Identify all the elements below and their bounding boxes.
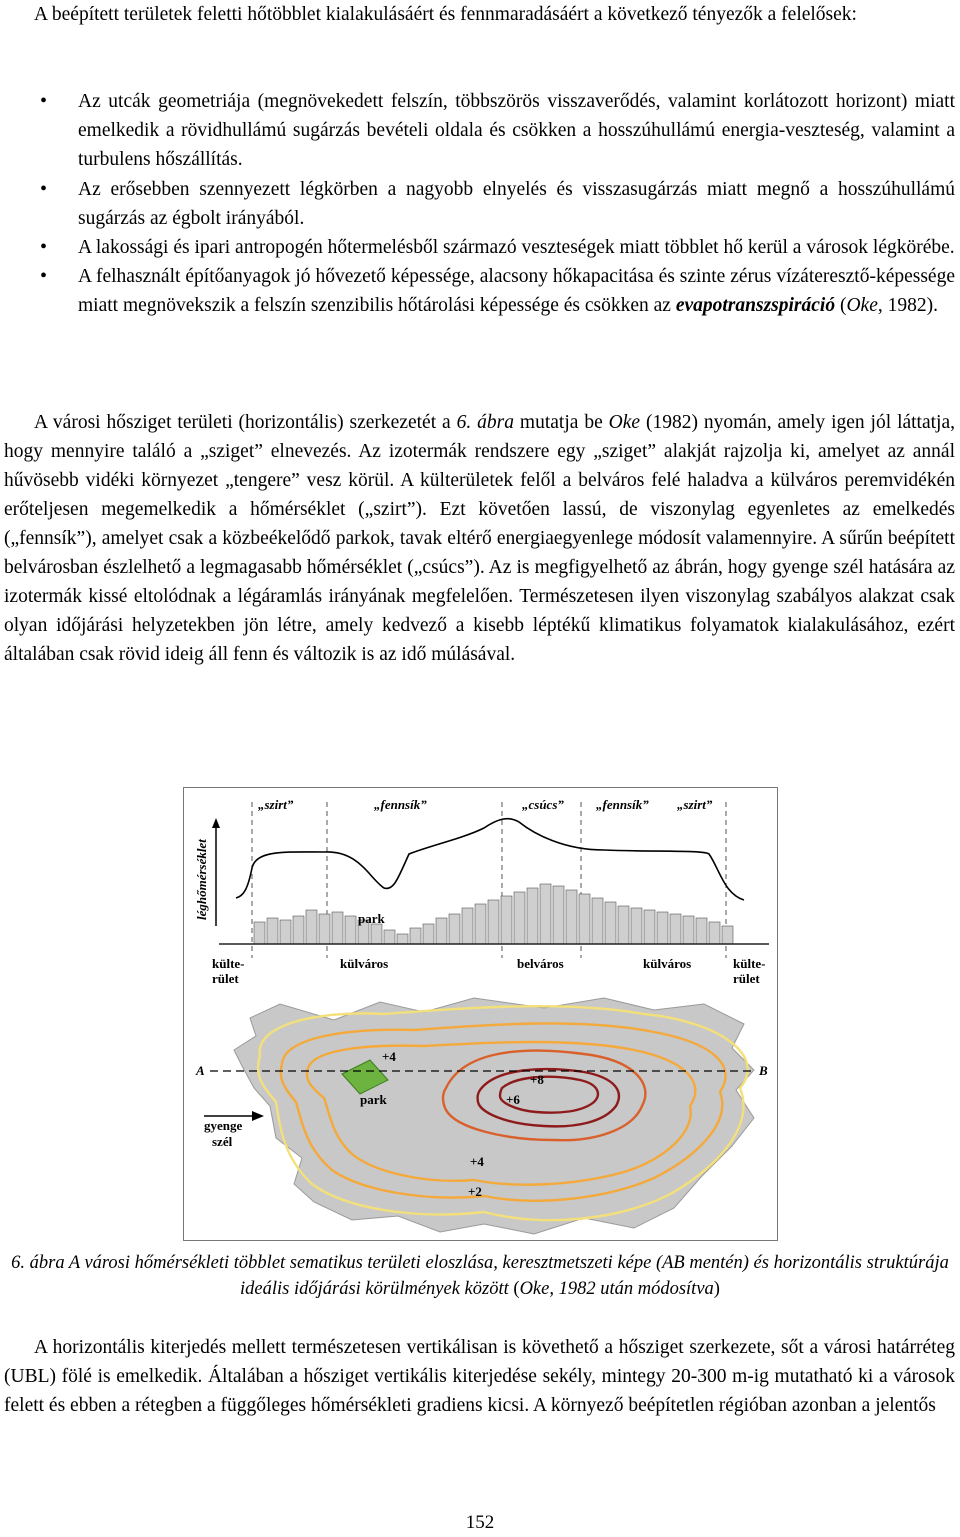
- wind-label-1: gyenge: [204, 1118, 243, 1133]
- profile-bar: [280, 920, 291, 944]
- caption-paren-close: ): [713, 1279, 720, 1299]
- caption-number: 6. ábra: [11, 1253, 65, 1273]
- point-b-label: B: [759, 1063, 768, 1078]
- caption-reference: Oke, 1982 után módosítva: [519, 1279, 714, 1299]
- heat-island-paragraph: [4, 408, 955, 669]
- zone-kulvaros-right: külváros: [643, 956, 692, 971]
- author-ref: Oke: [846, 295, 878, 317]
- profile-bar: [501, 896, 512, 944]
- isotherm-label-plus6: +6: [506, 1092, 520, 1107]
- zone-belvaros: belváros: [517, 956, 564, 971]
- profile-bar: [475, 904, 486, 944]
- caption-text: A városi hőmérsékleti többlet sematikus területi eloszlása, keresztmetszeti képe (AB mentén) és horizontális struktúrája ideális időjárási körülmények között: [64, 1253, 949, 1299]
- text-run: (1982) nyomán, amely igen jól láttatja, hogy mennyire találó a „sziget” elnevezés. Az izotermák rendszere egy „sziget” alakját rajzolja ki, amelyet az annál hűvösebb vidéki környezet „tengere” vesz körül. A külterületek felől a belváros felé haladva a külváros peremvidékén erőteljesen megemelkedik a hőmérséklet („szirt”). Ezt követően lassú, de viszonylag egyenletes az emelkedés („fennsík”), amelyet csak a közbeékelődő parkok, tavak eltérő energiaegyenlege módosít valamennyire. A sűrűn beépített belvárosban észlelhető a legmagasabb hőmérséklet („csúcs”). Az is megfigyelhető az ábrán, hogy gyenge szél hatására az izotermák kissé eltolódnak a légáramlás irányának megfelelően. Természetesen ilyen viszonylag szabályos alakzat csak olyan időjárási helyzetekben jön létre, amely kedvező a kisebb léptékű klimatikus folyamatok kialakulásához, ezért általában csak rövid ideig áll fenn és változik is az idő múlásával.: [4, 412, 955, 665]
- profile-bar: [423, 924, 434, 944]
- profile-bar: [384, 930, 395, 944]
- list-item: • Az utcák geometriája (megnövekedett felszín, többszörös visszaverődés, valamint korlátozott horizont) miatt emelkedik a rövidhullámú sugárzás bevételi oldala és csökken a hosszúhullámú energia-veszteség, valamint a turbulens hőszállítás.: [4, 87, 955, 175]
- text-run: mutatja be: [514, 412, 609, 433]
- isotherm-label-plus8: +8: [530, 1072, 544, 1087]
- profile-bar: [553, 886, 564, 944]
- list-item: [4, 262, 955, 320]
- text-run: A felhasznált építőanyagok jó hővezető képessége, alacsony hőkapacitása és szinte zérus vízáteresztő-képessége miatt megnövekszik a felszín szenzibilis hőtárolási képessége és csökken az: [78, 266, 955, 317]
- label-csucs: „csúcs”: [522, 797, 564, 812]
- isotherm-label-plus2: +2: [468, 1184, 482, 1199]
- vertical-extent-paragraph: A horizontális kiterjedés mellett természetesen vertikálisan is követhető a hősziget szerkezete, sőt a városi határréteg (UBL) fölé is emelkedik. Általában a hősziget vertikális kiterjedése sekély, mintegy 20-300 m-ig mutatható ki a városok felett és ebben a rétegben a függőleges hőmérsékleti gradiens kicsi. A környező beépítetlen régióban azonban a jelentős: [4, 1337, 955, 1416]
- profile-bar: [254, 922, 265, 944]
- profile-bar: [631, 908, 642, 944]
- temperature-profile-curve: [236, 819, 744, 900]
- profile-bar: [696, 918, 707, 944]
- list-item: • A lakossági és ipari antropogén hőtermelésből származó veszteségek miatt többlet hő kerül a városok légkörébe.: [4, 233, 955, 262]
- caption-paren-open: (: [513, 1279, 520, 1299]
- profile-bar: [618, 906, 629, 944]
- zone-kulvaros-left: külváros: [340, 956, 389, 971]
- isotherm-label-plus4-park: +4: [382, 1049, 396, 1064]
- wind-arrow-icon: [252, 1111, 264, 1121]
- label-fennsik-right: „fennsík”: [596, 797, 649, 812]
- intro-paragraph: A beépített területek feletti hőtöbblet kialakulásáért és fennmaradásáért a következő tényezők a felelősek:: [34, 4, 857, 25]
- profile-bar: [488, 900, 499, 944]
- profile-bar: [345, 916, 356, 944]
- label-szirt-right: „szirt”: [677, 797, 713, 812]
- profile-bar: [722, 926, 733, 944]
- figure-svg: [184, 788, 777, 1240]
- profile-bar: [410, 928, 421, 944]
- map-park-label: park: [360, 1092, 387, 1107]
- profile-bar: [579, 894, 590, 944]
- figure-caption: [0, 1250, 960, 1302]
- profile-bar: [371, 924, 382, 944]
- text-run: A városi hősziget területi (horizontális) szerkezetét a: [34, 412, 457, 433]
- y-axis-label: léghőmérséklet: [194, 839, 209, 920]
- profile-bar: [436, 918, 447, 944]
- profile-bar: [644, 910, 655, 944]
- term-evapotranspiration: evapotranszspiráció: [675, 295, 836, 317]
- profile-bar: [683, 916, 694, 944]
- author-ref: Oke: [608, 412, 641, 433]
- profile-park-label: park: [358, 911, 385, 926]
- profile-bar: [332, 912, 343, 944]
- profile-bar: [592, 898, 603, 944]
- profile-bar: [306, 910, 317, 944]
- label-szirt-left: „szirt”: [258, 797, 294, 812]
- profile-bar: [462, 908, 473, 944]
- profile-bar: [527, 888, 538, 944]
- profile-bar: [449, 914, 460, 944]
- zone-kulterulet-left-1: külte-: [212, 956, 245, 971]
- text-run: , 1982).: [877, 295, 938, 317]
- profile-bar: [514, 892, 525, 944]
- wind-label-2: szél: [212, 1134, 233, 1149]
- profile-bar: [709, 922, 720, 944]
- zone-kulterulet-right-1: külte-: [733, 956, 766, 971]
- list-item: • Az erősebben szennyezett légkörben a nagyobb elnyelés és visszasugárzás miatt megnő a hosszúhullámú sugárzás az égbolt irányából.: [4, 175, 955, 233]
- factor-list: [4, 87, 955, 321]
- label-fennsik-left: „fennsík”: [374, 797, 427, 812]
- profile-bar: [605, 902, 616, 944]
- profile-bars: [254, 884, 733, 944]
- text-run: (: [835, 295, 847, 317]
- profile-bar: [670, 914, 681, 944]
- page-number: 152: [465, 1512, 495, 1533]
- profile-bar: [397, 934, 408, 944]
- profile-bar: [267, 918, 278, 944]
- zone-kulterulet-left-2: rület: [212, 971, 239, 986]
- profile-bar: [293, 916, 304, 944]
- figure-reference: 6. ábra: [456, 412, 514, 433]
- profile-bar: [657, 912, 668, 944]
- y-axis-arrow-icon: [212, 818, 220, 828]
- heat-island-figure: [183, 787, 778, 1241]
- profile-bar: [540, 884, 551, 944]
- profile-bar: [319, 914, 330, 944]
- point-a-label: A: [196, 1063, 205, 1078]
- isotherm-label-plus4: +4: [470, 1154, 484, 1169]
- zone-kulterulet-right-2: rület: [733, 971, 760, 986]
- profile-bar: [566, 890, 577, 944]
